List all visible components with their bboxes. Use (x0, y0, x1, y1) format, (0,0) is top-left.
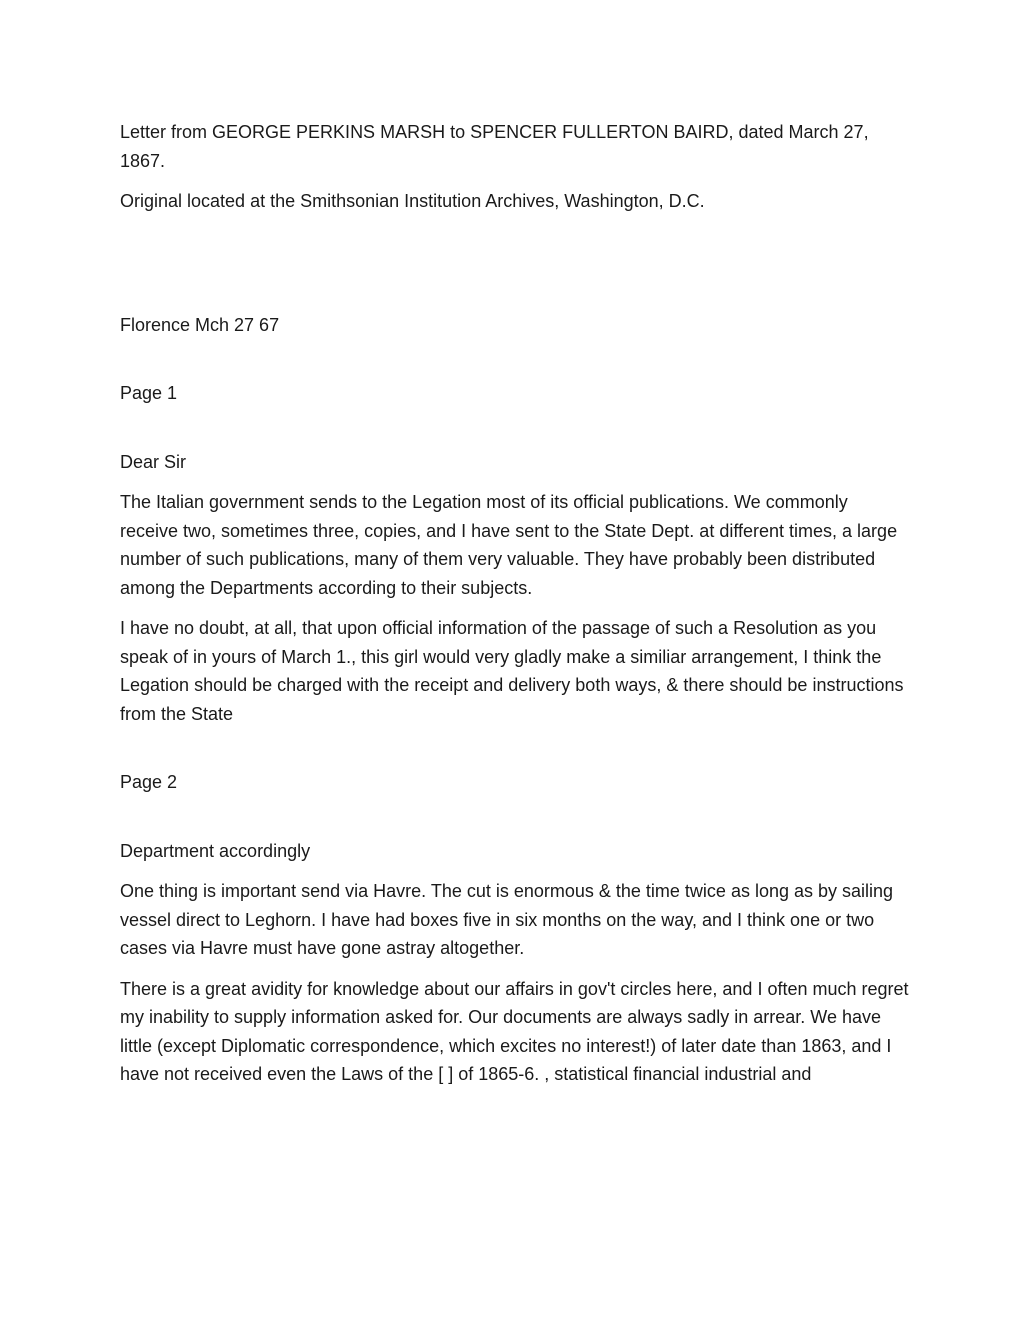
source-note: Original located at the Smithsonian Institution Archives, Washington, D.C. (120, 191, 705, 211)
page-1-paragraph-2: I have no doubt, at all, that upon official information of the passage of such a Resolution as you speak of in yours of March 1., this girl would very gladly make a similiar arrangement, I think the Legation should be charged with the receipt and delivery both ways, & there should be instructions from the State (120, 618, 904, 724)
page-1-paragraph-1: The Italian government sends to the Legation most of its official publications. We commonly receive two, sometimes three, copies, and I have sent to the State Dept. at different times, a large number of such publications, many of them very valuable. They have probably been distributed among the Departments according to their subjects. (120, 492, 898, 598)
letter-place-date: Florence Mch 27 67 (120, 314, 280, 335)
document-title: Letter from GEORGE PERKINS MARSH to SPENCER FULLERTON BAIRD, dated March 27, 1867. (120, 122, 869, 171)
page-2-label: Page 2 (120, 772, 178, 792)
page-1-label: Page 1 (120, 383, 178, 403)
document-page (120, 118, 910, 1089)
page-2-paragraph-1: One thing is important send via Havre. The cut is enormous & the time twice as long as by sailing vessel direct to Leghorn. I have had boxes five in six months on the way, and I think one or two cases via Havre must have gone astray altogether. (120, 881, 894, 958)
letter-salutation: Dear Sir (120, 451, 187, 472)
page-2-opening: Department accordingly (120, 840, 311, 861)
page-2-paragraph-2: There is a great avidity for knowledge about our affairs in gov't circles here, and I often much regret my inability to supply information asked for. Our documents are always sadly in arrear. We have little (except Diplomatic correspondence, which excites no interest!) of later date than 1863, and I have not received even the Laws of the [ ] of 1865-6. , statistical financial industrial and (120, 978, 909, 1084)
